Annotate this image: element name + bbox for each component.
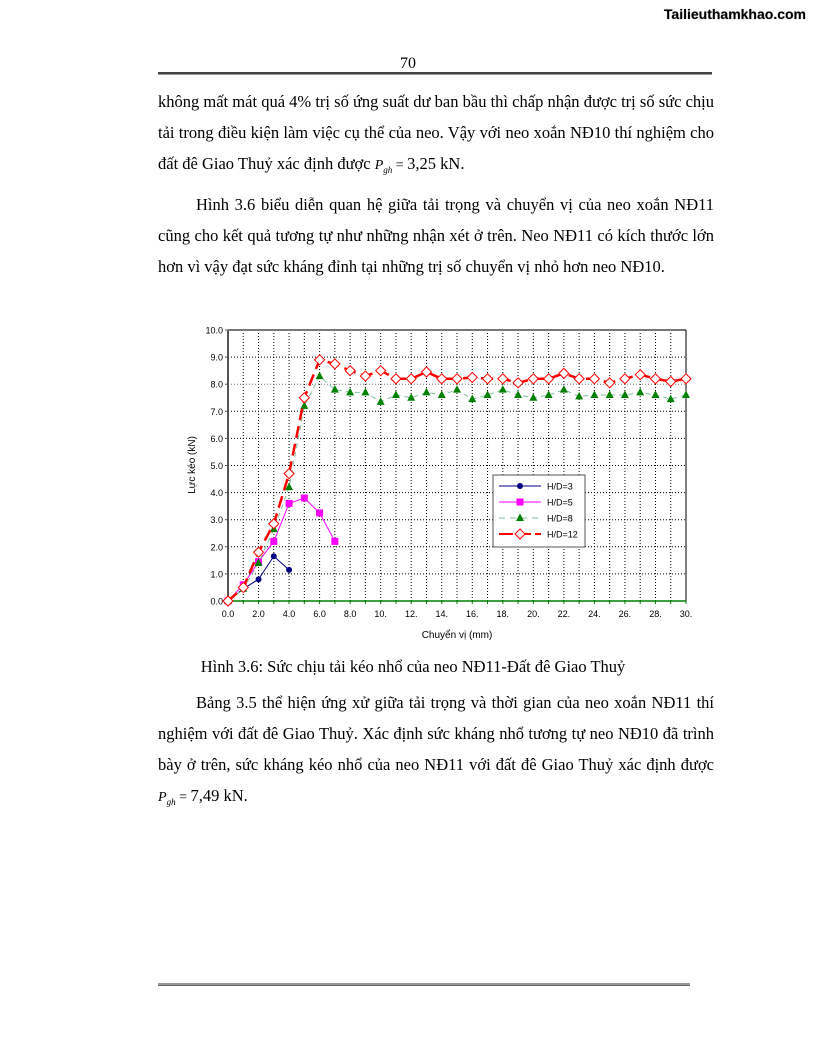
x-tick-label: 14. bbox=[435, 609, 448, 619]
data-point bbox=[682, 391, 690, 399]
data-point bbox=[499, 385, 507, 393]
x-tick-label: 26. bbox=[618, 609, 632, 619]
formula-equals: = bbox=[392, 158, 408, 173]
formula-subscript: gh bbox=[166, 796, 176, 807]
data-point bbox=[269, 519, 279, 529]
x-tick-label: 6.0 bbox=[313, 609, 326, 619]
data-point bbox=[650, 374, 660, 384]
data-point bbox=[316, 509, 323, 516]
data-point bbox=[301, 495, 308, 502]
data-point bbox=[299, 393, 309, 403]
x-tick-label: 0.0 bbox=[221, 609, 235, 619]
data-point bbox=[437, 374, 447, 384]
legend-label: H/D=8 bbox=[547, 513, 573, 524]
data-point bbox=[560, 385, 568, 393]
x-tick-label: 30. bbox=[679, 609, 693, 619]
data-point bbox=[635, 370, 645, 380]
x-tick-label: 24. bbox=[588, 609, 601, 619]
data-point bbox=[256, 576, 262, 582]
data-point bbox=[286, 567, 292, 573]
data-point bbox=[453, 385, 461, 393]
data-point bbox=[286, 500, 293, 507]
data-point bbox=[651, 391, 659, 399]
series-hd8 bbox=[224, 372, 690, 604]
paragraph-1 bbox=[158, 86, 714, 186]
data-point bbox=[345, 366, 355, 376]
x-tick-label: 8.0 bbox=[343, 609, 357, 619]
data-point bbox=[544, 374, 554, 384]
page-number: 70 bbox=[400, 55, 416, 72]
data-point bbox=[361, 388, 369, 396]
data-point bbox=[421, 367, 431, 377]
formula-pgh-1 bbox=[375, 158, 407, 173]
legend-label: H/D=3 bbox=[547, 481, 573, 492]
x-tick-label: 28. bbox=[649, 609, 662, 619]
paragraph-2: Hình 3.6 biểu diễn quan hệ giữa tải trọng và chuyển vị của neo xoắn NĐ11 cũng cho kết quả tương tự như những nhận xét ở trên. Neo NĐ11 có kích thước lớn hơn vì vậy đạt sức kháng đỉnh tại những trị số chuyển vị nhỏ hơn neo NĐ10. bbox=[158, 195, 714, 276]
data-point bbox=[528, 374, 538, 384]
formula-symbol: P bbox=[158, 790, 167, 805]
data-point bbox=[315, 355, 325, 365]
data-point bbox=[360, 371, 370, 381]
x-tick-label: 2.0 bbox=[252, 609, 265, 619]
data-point bbox=[392, 391, 400, 399]
y-tick-label: 3.0 bbox=[210, 515, 223, 526]
x-tick-label: 12. bbox=[404, 609, 418, 619]
data-point bbox=[681, 374, 691, 384]
paragraph-3-text: Bảng 3.5 thể hiện ứng xử giữa tải trọng và thời gian của neo xoắn NĐ11 thí nghiệm với đất đê Giao Thuỷ. Xác định sức kháng nhổ tương tự neo NĐ10 đã trình bày ở trên, sức kháng kéo nhổ của neo NĐ11 với đất đê Giao Thuỷ xác định được bbox=[158, 693, 714, 774]
formula-value: 3,25 kN. bbox=[407, 154, 465, 173]
data-point bbox=[589, 374, 599, 384]
y-axis-label: Lực kéo (kN) bbox=[187, 436, 198, 494]
data-point bbox=[498, 374, 508, 384]
y-tick-label: 8.0 bbox=[210, 379, 223, 390]
formula-value: 7,49 kN. bbox=[190, 786, 248, 805]
x-tick-label: 16. bbox=[466, 609, 479, 619]
y-tick-label: 9.0 bbox=[210, 352, 223, 363]
data-point bbox=[574, 374, 584, 384]
legend-marker bbox=[517, 483, 523, 489]
data-point bbox=[270, 538, 277, 545]
figure-caption: Hình 3.6: Sức chịu tải kéo nhổ của neo NĐ11-Đất đê Giao Thuỷ bbox=[200, 657, 626, 676]
y-tick-label: 5.0 bbox=[210, 461, 223, 471]
formula-equals: = bbox=[175, 790, 191, 805]
formula-subscript: gh bbox=[383, 164, 393, 175]
legend-label: H/D=5 bbox=[547, 497, 573, 508]
data-point bbox=[316, 372, 324, 380]
data-point bbox=[406, 374, 416, 384]
y-tick-label: 4.0 bbox=[210, 488, 223, 499]
data-point bbox=[636, 388, 644, 396]
y-tick-label: 7.0 bbox=[210, 406, 223, 417]
formula-symbol: P bbox=[374, 158, 384, 173]
x-tick-label: 18. bbox=[496, 609, 510, 619]
data-point bbox=[620, 374, 630, 384]
data-point bbox=[391, 374, 401, 384]
x-tick-label: 20. bbox=[527, 609, 540, 619]
data-point bbox=[330, 359, 340, 369]
tick-labels bbox=[205, 326, 692, 620]
data-point bbox=[666, 376, 676, 386]
y-tick-label: 10.0 bbox=[205, 325, 223, 336]
x-axis-label: Chuyển vị (mm) bbox=[421, 630, 493, 641]
data-point bbox=[606, 391, 614, 399]
data-point bbox=[483, 374, 493, 384]
y-tick-label: 2.0 bbox=[210, 542, 223, 553]
axes bbox=[225, 330, 686, 604]
data-point bbox=[467, 372, 477, 382]
header-rule bbox=[158, 72, 712, 75]
data-point bbox=[452, 374, 462, 384]
formula-pgh-2 bbox=[158, 790, 190, 805]
data-point bbox=[590, 391, 598, 399]
data-point bbox=[621, 391, 629, 399]
load-displacement-chart bbox=[180, 320, 700, 650]
data-point bbox=[376, 366, 386, 376]
y-tick-label: 0.0 bbox=[210, 596, 223, 607]
data-point bbox=[513, 378, 523, 388]
x-tick-label: 10. bbox=[374, 609, 387, 619]
footer-rule bbox=[158, 983, 690, 986]
data-point bbox=[331, 538, 338, 545]
watermark: Tailieuthamkhao.com bbox=[663, 6, 806, 22]
x-tick-label: 22. bbox=[557, 609, 571, 619]
data-point bbox=[422, 388, 430, 396]
paragraph-3 bbox=[158, 687, 714, 818]
data-point bbox=[559, 368, 569, 378]
data-point bbox=[331, 385, 339, 393]
data-point bbox=[605, 378, 615, 388]
legend-marker bbox=[517, 499, 524, 506]
data-point bbox=[271, 553, 277, 559]
legend bbox=[493, 475, 585, 547]
legend-label: H/D=12 bbox=[547, 529, 578, 540]
data-point bbox=[438, 391, 446, 399]
grid-lines bbox=[228, 330, 686, 601]
x-tick-label: 4.0 bbox=[282, 609, 296, 619]
paragraph-1-text: không mất mát quá 4% trị số ứng suất dư ban bầu thì chấp nhận được trị số sức chịu tải trong điều kiện làm việc cụ thể của neo. Vậy với neo xoắn NĐ10 thí nghiệm cho đất đê Giao Thuỷ xác định được bbox=[158, 92, 714, 173]
y-tick-label: 6.0 bbox=[210, 433, 223, 444]
y-tick-label: 1.0 bbox=[210, 569, 223, 580]
